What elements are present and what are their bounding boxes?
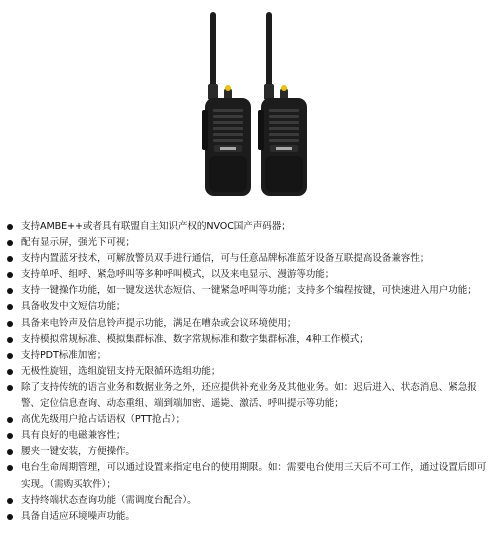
feature-item bbox=[0, 283, 500, 299]
feature-text: 支持一键操作功能，如一键发送状态短信、一键紧急呼叫等功能；支持多个编程按键，可快速进入用户功能； bbox=[21, 285, 477, 297]
walkie-talkie-icon bbox=[258, 12, 307, 196]
feature-text: 支持模拟常规标准、模拟集群标准、数字常规标准和数字集群标准，4种工作模式； bbox=[21, 333, 369, 345]
walkie-talkie-pair-icon bbox=[0, 0, 500, 208]
feature-item bbox=[0, 251, 500, 267]
feature-item bbox=[0, 235, 500, 251]
feature-item bbox=[0, 444, 500, 460]
feature-text: 支持单呼、组呼、紧急呼叫等多种呼叫模式，以及来电显示、漫游等功能； bbox=[21, 269, 335, 281]
feature-item bbox=[0, 316, 500, 332]
feature-item bbox=[0, 219, 500, 235]
feature-item bbox=[0, 493, 500, 509]
feature-text: 具备收发中文短信功能； bbox=[21, 301, 126, 313]
feature-item bbox=[0, 364, 500, 380]
bullet-icon bbox=[7, 449, 13, 455]
feature-item bbox=[0, 332, 500, 348]
feature-list bbox=[0, 219, 500, 525]
feature-item bbox=[0, 267, 500, 283]
feature-item bbox=[0, 348, 500, 364]
bullet-icon bbox=[7, 498, 13, 504]
feature-text: 支持AMBE++或者具有联盟自主知识产权的NVOC国产声码器； bbox=[21, 221, 291, 232]
bullet-icon bbox=[7, 337, 13, 343]
bullet-icon bbox=[7, 304, 13, 310]
feature-text: 具有良好的电磁兼容性； bbox=[21, 430, 126, 442]
bullet-icon bbox=[7, 240, 13, 246]
walkie-talkie-icon bbox=[202, 12, 251, 196]
bullet-icon bbox=[7, 321, 13, 327]
feature-text: 电台生命周期管理，可以通过设置来指定电台的使用期限。如：需要电台使用三天后不可工作，通过设置后即可实现。（需购买软件）； bbox=[21, 462, 487, 490]
feature-text: 腰夹一键安装，方便操作。 bbox=[21, 446, 135, 458]
bullet-icon bbox=[7, 465, 13, 471]
bullet-icon bbox=[7, 514, 13, 520]
bullet-icon bbox=[7, 353, 13, 359]
bullet-icon bbox=[7, 272, 13, 278]
feature-text: 配有显示屏，强光下可视； bbox=[21, 237, 135, 249]
feature-item bbox=[0, 412, 500, 428]
feature-text: 支持终端状态查询功能（需调度台配合）。 bbox=[21, 494, 197, 506]
feature-item bbox=[0, 460, 500, 492]
bullet-icon bbox=[7, 369, 13, 375]
feature-text: 高优先级用户抢占话语权（PTT抢占）； bbox=[21, 414, 186, 426]
feature-text: 支持内置蓝牙技术，可解放警员双手进行通信，可与任意品牌标准蓝牙设备互联提高设备兼容性； bbox=[21, 253, 430, 265]
feature-text: 除了支持传统的语言业务和数据业务之外，还应提供补充业务及其他业务。如：迟后进入、状态消息、紧急报警、定位信息查询、动态重组、端到端加密、遥毙、激活、呼叫提示等功能； bbox=[21, 381, 477, 410]
feature-text: 具备自适应环境噪声功能。 bbox=[21, 510, 135, 522]
bullet-icon bbox=[7, 385, 13, 391]
feature-item bbox=[0, 380, 500, 412]
bullet-icon bbox=[7, 417, 13, 423]
feature-item bbox=[0, 299, 500, 315]
bullet-icon bbox=[7, 224, 13, 230]
bullet-icon bbox=[7, 433, 13, 439]
bullet-icon bbox=[7, 288, 13, 294]
feature-text: 支持PDT标准加密； bbox=[21, 349, 107, 361]
feature-item bbox=[0, 509, 500, 525]
bullet-icon bbox=[7, 256, 13, 262]
feature-item bbox=[0, 428, 500, 444]
feature-text: 具备来电铃声及信息铃声提示功能，满足在嘈杂或会议环境使用； bbox=[21, 317, 297, 329]
feature-text: 无极性旋钮，选组旋钮支持无限循环选组功能； bbox=[21, 365, 221, 377]
product-photo bbox=[0, 0, 500, 208]
